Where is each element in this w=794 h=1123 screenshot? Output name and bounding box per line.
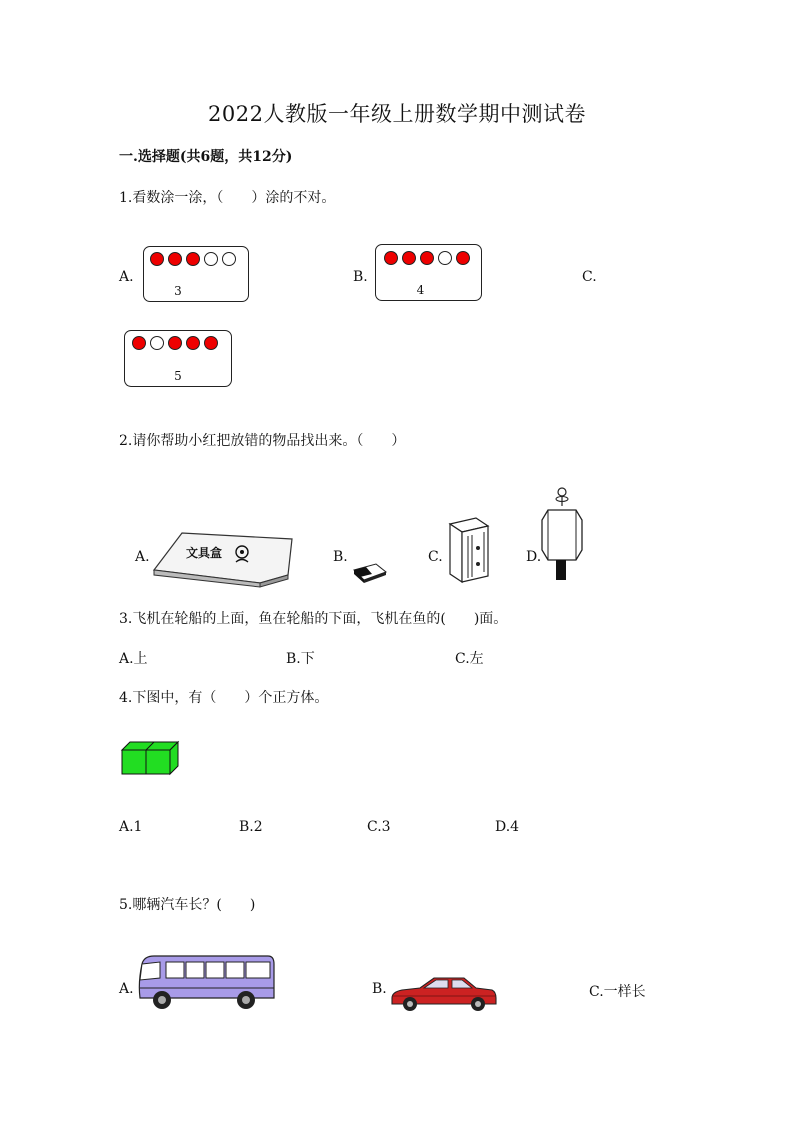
q3-option-c[interactable]: C.左 <box>455 651 484 667</box>
q3-option-b[interactable]: B.下 <box>286 651 315 667</box>
q4-option-c[interactable]: C.3 <box>367 819 391 835</box>
bead-count-number: 5 <box>174 369 182 383</box>
q1-option-a-label[interactable]: A. <box>119 269 134 285</box>
question-4: 4.下图中，有（ ）个正方体。 <box>119 690 329 706</box>
q2-option-c-label[interactable]: C. <box>428 549 443 565</box>
q1-bead-frame-a[interactable] <box>143 246 249 302</box>
bead-red <box>456 251 470 265</box>
car-image[interactable] <box>390 974 498 1012</box>
q5-option-c[interactable]: C.一样长 <box>589 984 646 1000</box>
pencil-box-image[interactable] <box>150 525 295 587</box>
bead-red <box>384 251 398 265</box>
q2-option-d-label[interactable]: D. <box>526 549 542 565</box>
bead-white <box>438 251 452 265</box>
bead-count-number: 3 <box>174 284 182 298</box>
question-2: 2.请你帮助小红把放错的物品找出来。（ ） <box>119 433 406 449</box>
question-5: 5.哪辆汽车长？( ) <box>119 897 256 913</box>
bead-red <box>186 252 200 266</box>
q4-option-b[interactable]: B.2 <box>239 819 263 835</box>
page-title: 2022人教版一年级上册数学期中测试卷 <box>208 102 586 126</box>
bead-red <box>150 252 164 266</box>
q1-option-c-label[interactable]: C. <box>582 269 597 285</box>
section-heading: 一.选择题(共6题，共12分) <box>119 149 293 165</box>
bead-red <box>420 251 434 265</box>
bead-red <box>168 336 182 350</box>
bead-red <box>132 336 146 350</box>
q2-option-a-label[interactable]: A. <box>135 549 150 565</box>
pencil-sharpener-image[interactable] <box>538 486 588 582</box>
green-cubes-image <box>120 740 182 776</box>
bead-red <box>402 251 416 265</box>
pencil-box-label: 文具盒 <box>186 546 223 560</box>
q3-option-a[interactable]: A.上 <box>119 651 148 667</box>
bead-red <box>186 336 200 350</box>
q4-option-a[interactable]: A.1 <box>119 819 143 835</box>
q1-bead-frame-c[interactable] <box>124 330 232 387</box>
bead-white <box>204 252 218 266</box>
book-image[interactable] <box>440 512 490 586</box>
bead-red <box>168 252 182 266</box>
q5-option-b-label[interactable]: B. <box>372 981 387 997</box>
q5-option-a-label[interactable]: A. <box>119 981 134 997</box>
bead-white <box>222 252 236 266</box>
bead-red <box>204 336 218 350</box>
q1-option-b-label[interactable]: B. <box>353 269 368 285</box>
bus-image[interactable] <box>136 952 276 1014</box>
q4-option-d[interactable]: D.4 <box>495 819 520 835</box>
q1-bead-frame-b[interactable] <box>375 244 482 301</box>
eraser-image[interactable] <box>350 560 390 584</box>
question-1: 1.看数涂一涂，（ ）涂的不对。 <box>119 190 336 206</box>
q2-option-b-label[interactable]: B. <box>333 549 348 565</box>
bead-white <box>150 336 164 350</box>
bead-count-number: 4 <box>416 283 425 297</box>
question-3: 3.飞机在轮船的上面，鱼在轮船的下面，飞机在鱼的( )面。 <box>119 611 508 627</box>
